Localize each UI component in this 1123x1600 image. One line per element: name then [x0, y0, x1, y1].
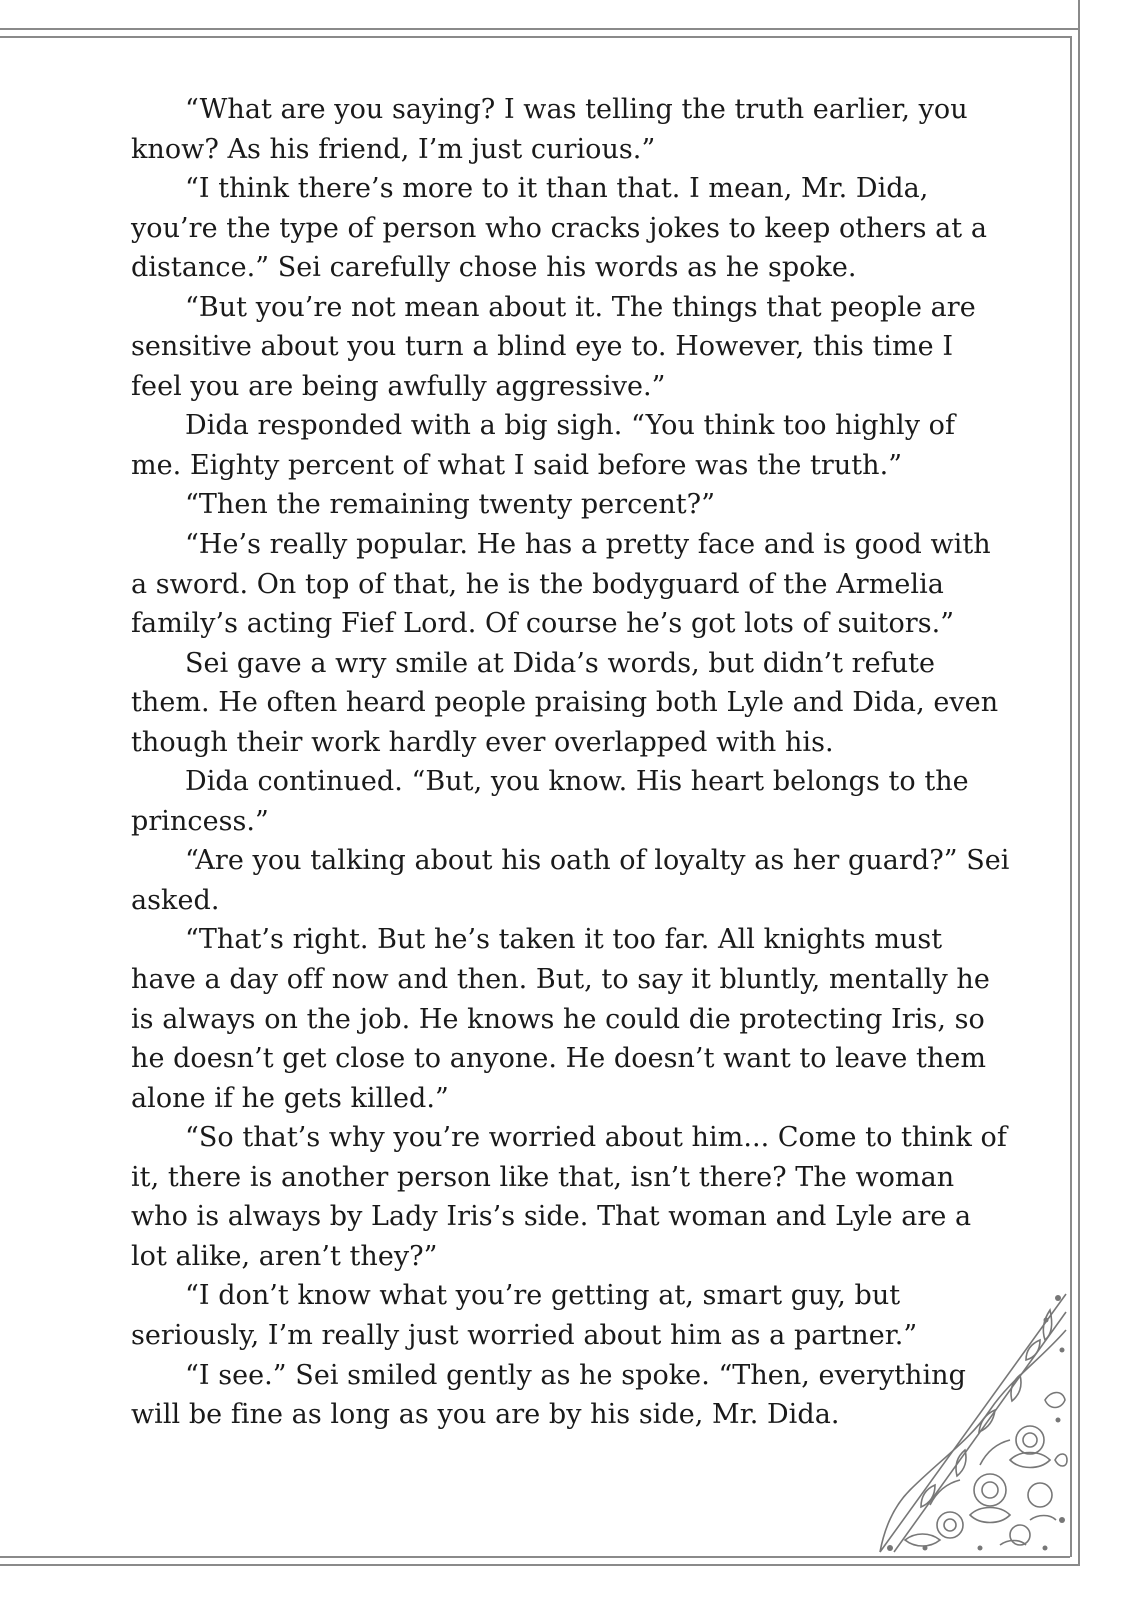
frame-top-outer-line — [0, 28, 1078, 30]
paragraph: Sei gave a wry smile at Dida’s words, but didn’t refute them. He often heard people praising both Lyle and Dida, even though their work hardly ever overlapped with his. — [131, 647, 999, 758]
paragraph: “So that’s why you’re worried about him... Come to think of it, there is another person like that, isn’t there? The woman who is always by Lady Iris’s side. That woman and Lyle are a lot alike, aren’t they?” — [131, 1122, 1007, 1272]
frame-right-outer-line — [1078, 0, 1080, 1566]
paragraph: “Are you talking about his oath of loyalty as her guard?” Sei asked. — [131, 845, 1010, 916]
paragraph: Dida responded with a big sigh. “You think too highly of me. Eighty percent of what I said before was the truth.” — [131, 410, 956, 481]
paragraph: “He’s really popular. He has a pretty face and is good with a sword. On top of that, he is the bodyguard of the Armelia family’s acting Fief Lord. Of course he’s got lots of suitors.” — [131, 529, 991, 640]
paragraph: “What are you saying? I was telling the truth earlier, you know? As his friend, I’m just curious.” — [131, 94, 968, 165]
paragraph: Dida continued. “But, you know. His heart belongs to the princess.” — [131, 766, 969, 837]
frame-right-inner-line — [1070, 36, 1072, 1557]
frame-top-inner-line — [0, 36, 1070, 38]
frame-bottom-outer-line — [0, 1564, 1078, 1566]
corner-ornament-icon — [870, 1290, 1070, 1556]
paragraph: “I see.” Sei smiled gently as he spoke. “Then, everything will be fine as long as you are by his side, Mr. Dida. — [131, 1359, 966, 1431]
paragraph: “That’s right. But he’s taken it too far. All knights must have a day off now and then. But, to say it bluntly, mentally he is always on the job. He knows he could die protecting Iris, so he doesn’t get close to anyone. He doesn’t want to leave them alone if he gets killed.” — [131, 924, 990, 1114]
paragraph: “Then the remaining twenty percent?” — [185, 489, 716, 521]
paragraph: “But you’re not mean about it. The things that people are sensitive about you turn a blind eye to. However, this time I feel you are being awfully aggressive.” — [131, 291, 976, 402]
paragraph: “I think there’s more to it than that. I mean, Mr. Dida, you’re the type of person who cracks jokes to keep others at a distance.” Sei carefully chose his words as he spoke. — [131, 173, 987, 284]
frame-bottom-inner-line — [0, 1556, 1070, 1558]
page-text — [131, 90, 1011, 1435]
paragraph: “I don’t know what you’re getting at, smart guy, but seriously, I’m really just worried about him as a partner.” — [131, 1280, 918, 1351]
